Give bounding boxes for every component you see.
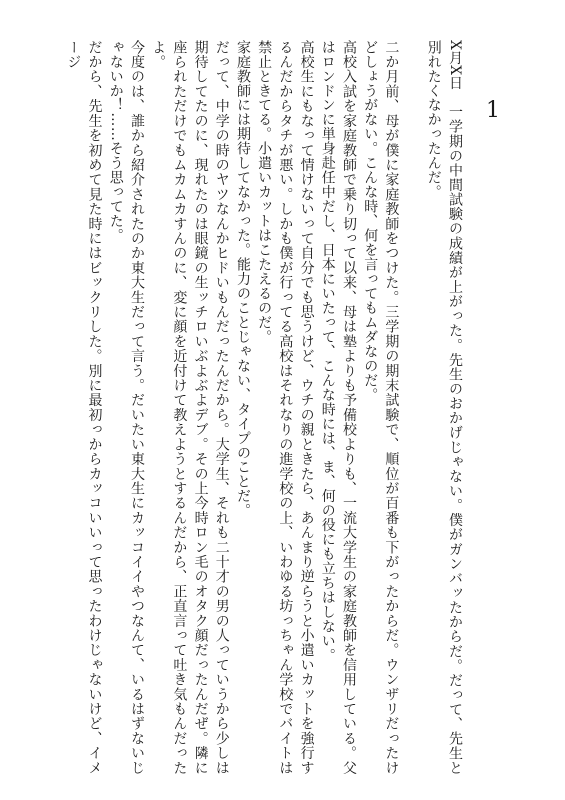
- body-text: [55, 40, 465, 775]
- paragraph: 高校入試を家庭教師で乗り切って以来、母は塾よりも予備校よりも、一流大学生の家庭教師を信用している。父はロンドンに単身赴任中だし、日本にいたって、こんな時には、ま、何の役にも立ちはしない。: [319, 40, 357, 775]
- paragraph: だから、先生を初めて見た時にはビックリした。別に最初っからカッコいいって思ったわけじゃないけど、イメージ: [65, 40, 103, 775]
- paragraph: だって、中学の時のヤツなんかヒドいもんだったんだから。大学生、それも二十才の男の人っていうから少しは期待してたのに、現れたのは眼鏡の生ッチロいぶよぶよデブ。その上今時ロン毛のオタク顔だったんだぜ。隣に座られただけでもムカムカすんのに、変に顔を近付けて教えようとするんだから、正直言って吐き気もんだったよ。: [150, 40, 230, 775]
- paragraph: 家庭教師には期待してなかった。能力のことじゃない、タイプのことだ。: [234, 40, 251, 518]
- paragraph-blank-line: [401, 40, 422, 775]
- paragraph: 今度のは、誰から紹介されたのか東大生だって言う。だいたい東大生にカッコイイやつなんて、いるはずないじゃないか！……そう思ってた。: [107, 40, 145, 775]
- page-number: 1: [486, 98, 500, 123]
- paragraph-diary-entry: X月X日 一学期の中間試験の成績が上がった。先生のおかげじゃない。僕がガンバッたからだ。だって、先生と別れたくなかったんだ。: [425, 40, 463, 775]
- paragraph: 二か月前、母が僕に家庭教師をつけた。三学期の期末試験で、順位が百番も下がったからだ。ウンザリだったけどしょうがない。こんな時、何を言ってもムダなのだ。: [362, 40, 400, 775]
- paragraph: 高校生にもなって情けないって自分でも思うけど、ウチの親ときたら、あんまり逆らうと小遣いカットを強行するんだからタチが悪い。しかも僕が行ってる高校はそれなりの進学校の上、いわゆる坊っちゃん学校でバイトは禁止ときてる。小遣いカットはこたえるのだ。: [256, 40, 315, 775]
